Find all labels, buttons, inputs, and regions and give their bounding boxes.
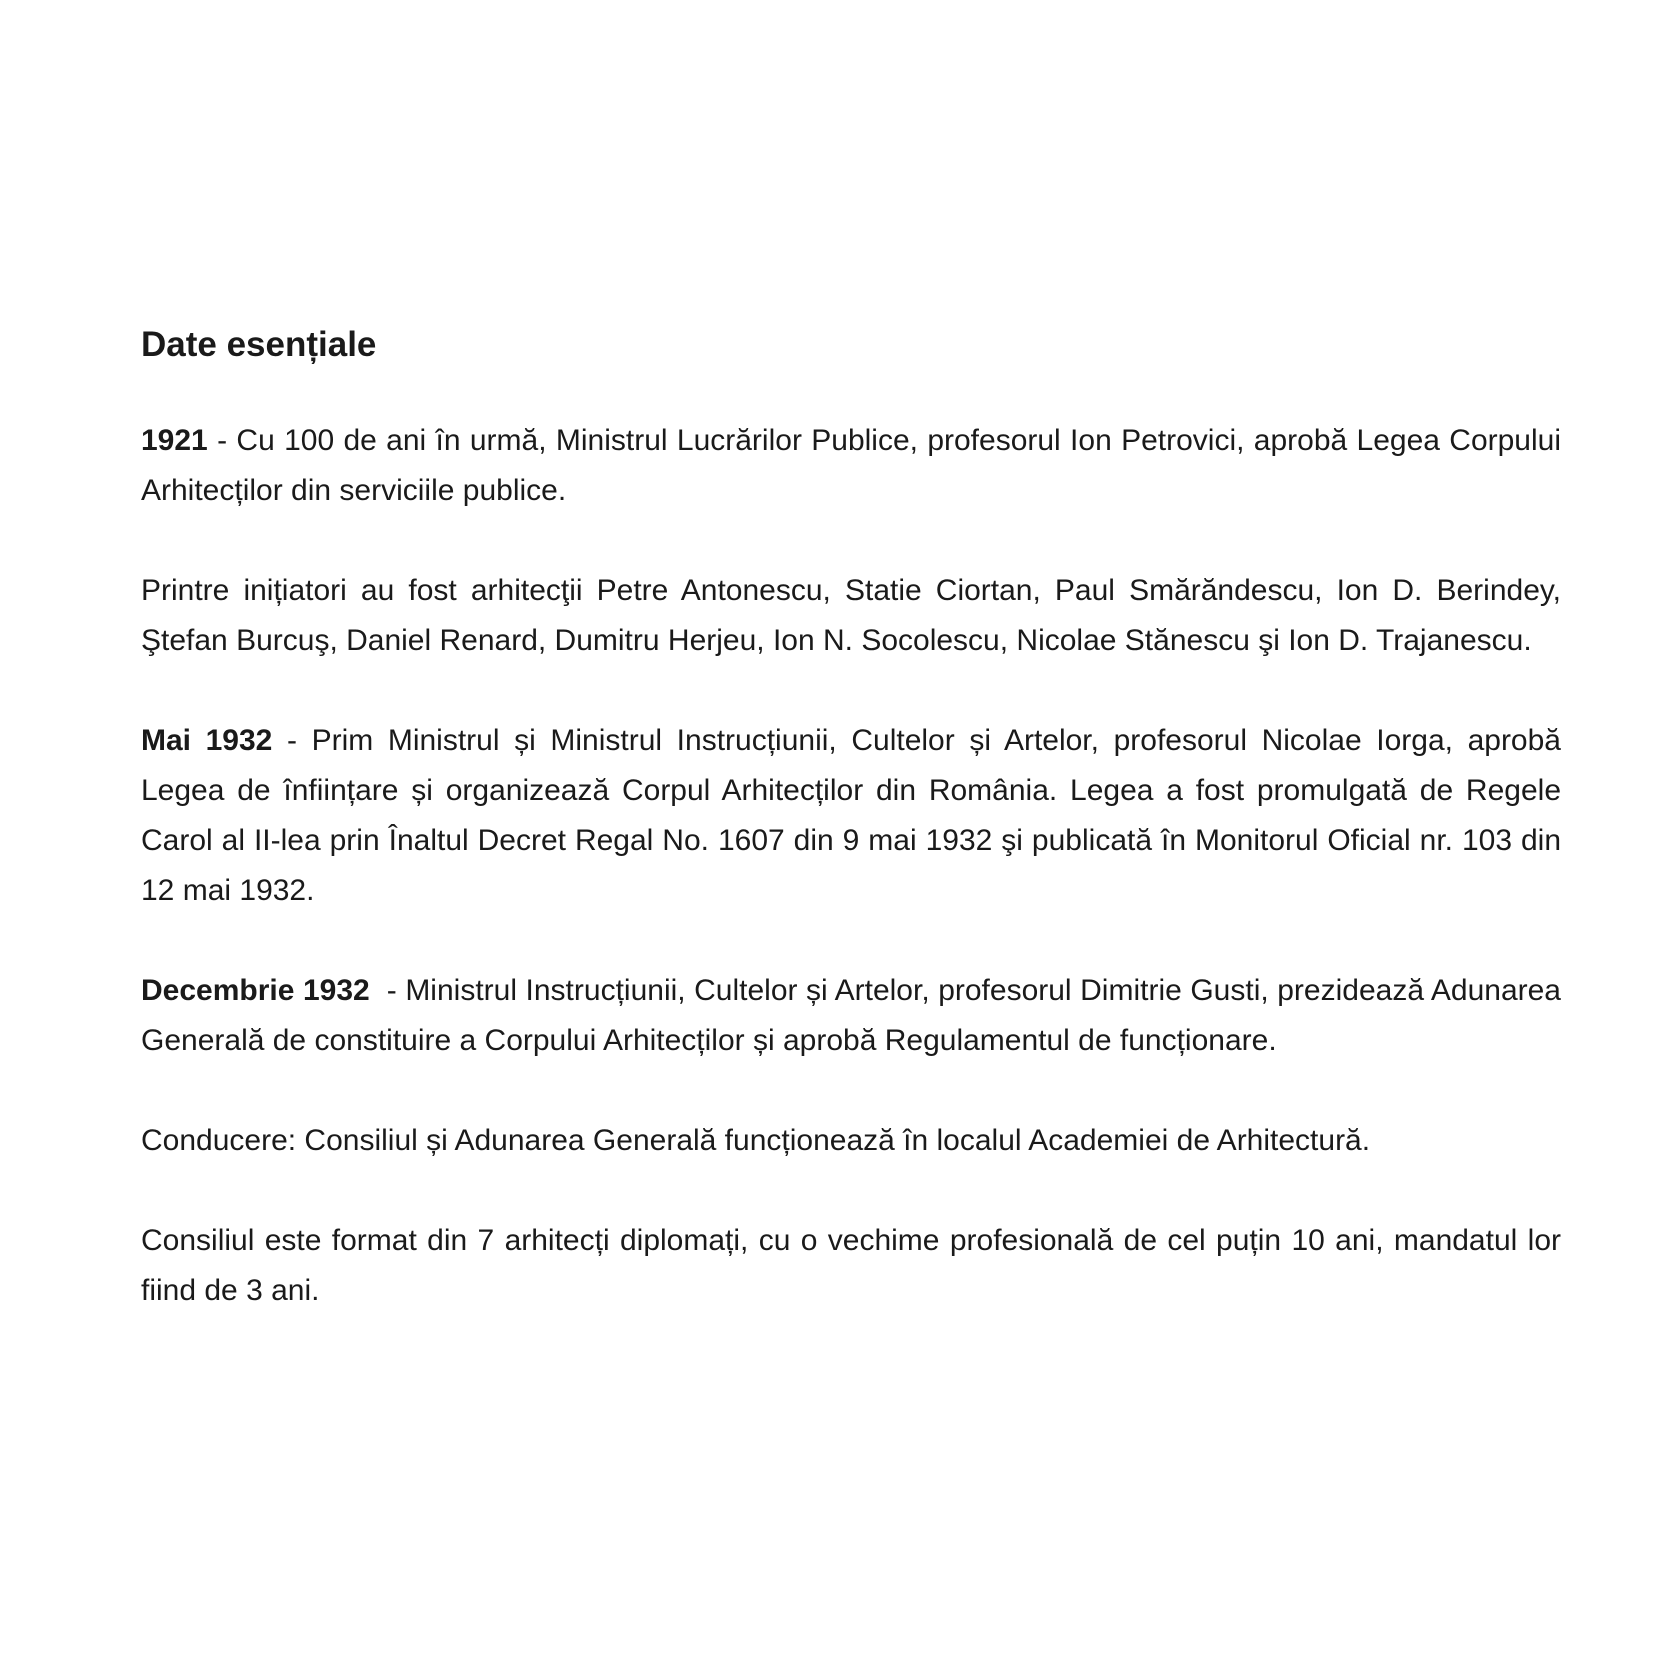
paragraph-text: - Cu 100 de ani în urmă, Ministrul Lucrărilor Publice, profesorul Ion Petrovici, aprobă Legea Corpului Arhitecților din serviciile publice. [141,424,1561,507]
paragraph-decembrie-1932 [141,966,1570,1066]
page-title: Date esențiale [141,325,377,364]
paragraph-text: - Ministrul Instrucțiunii, Cultelor și Artelor, profesorul Dimitrie Gusti, prezidează Adunarea Generală de constituire a Corpului Arhitecților și aprobă Regulamentul de funcționare. [141,974,1570,1057]
paragraph-initiators [141,566,1561,666]
paragraph-text: - Prim Ministrul și Ministrul Instrucțiunii, Cultelor și Artelor, profesorul Nicolae Iorga, aprobă Legea de înființare și organizează Corpul Arhitecților din România. Legea a fost promulgată de Regele Carol al II-lea prin Înaltul Decret Regal No. 1607 din 9 mai 1932 şi publicată în Monitorul Oficial nr. 103 din 12 mai 1932. [141,724,1561,907]
paragraph-lead: Decembrie 1932 [141,974,370,1007]
document-page [141,322,1570,1366]
paragraph-1921 [141,416,1561,516]
paragraph-lead: Mai 1932 [141,724,273,757]
paragraph-text: Printre inițiatori au fost arhitecţii Petre Antonescu, Statie Ciortan, Paul Smărăndescu, Ion D. Berindey, Ştefan Burcuş, Daniel Renard, Dumitru Herjeu, Ion N. Socolescu, Nicolae Stănescu şi Ion D. Trajanescu. [141,574,1561,657]
paragraph-lead: 1921 [141,424,208,457]
paragraph-conducere [141,1116,1561,1166]
paragraph-text: Conducere: Consiliul și Adunarea Generală funcționează în localul Academiei de Arhitectură. [141,1124,1371,1157]
paragraph-text: Consiliul este format din 7 arhitecți diplomați, cu o vechime profesională de cel puțin 10 ani, mandatul lor fiind de 3 ani. [141,1224,1561,1307]
paragraph-mai-1932 [141,716,1561,916]
paragraph-consiliul [141,1216,1561,1316]
